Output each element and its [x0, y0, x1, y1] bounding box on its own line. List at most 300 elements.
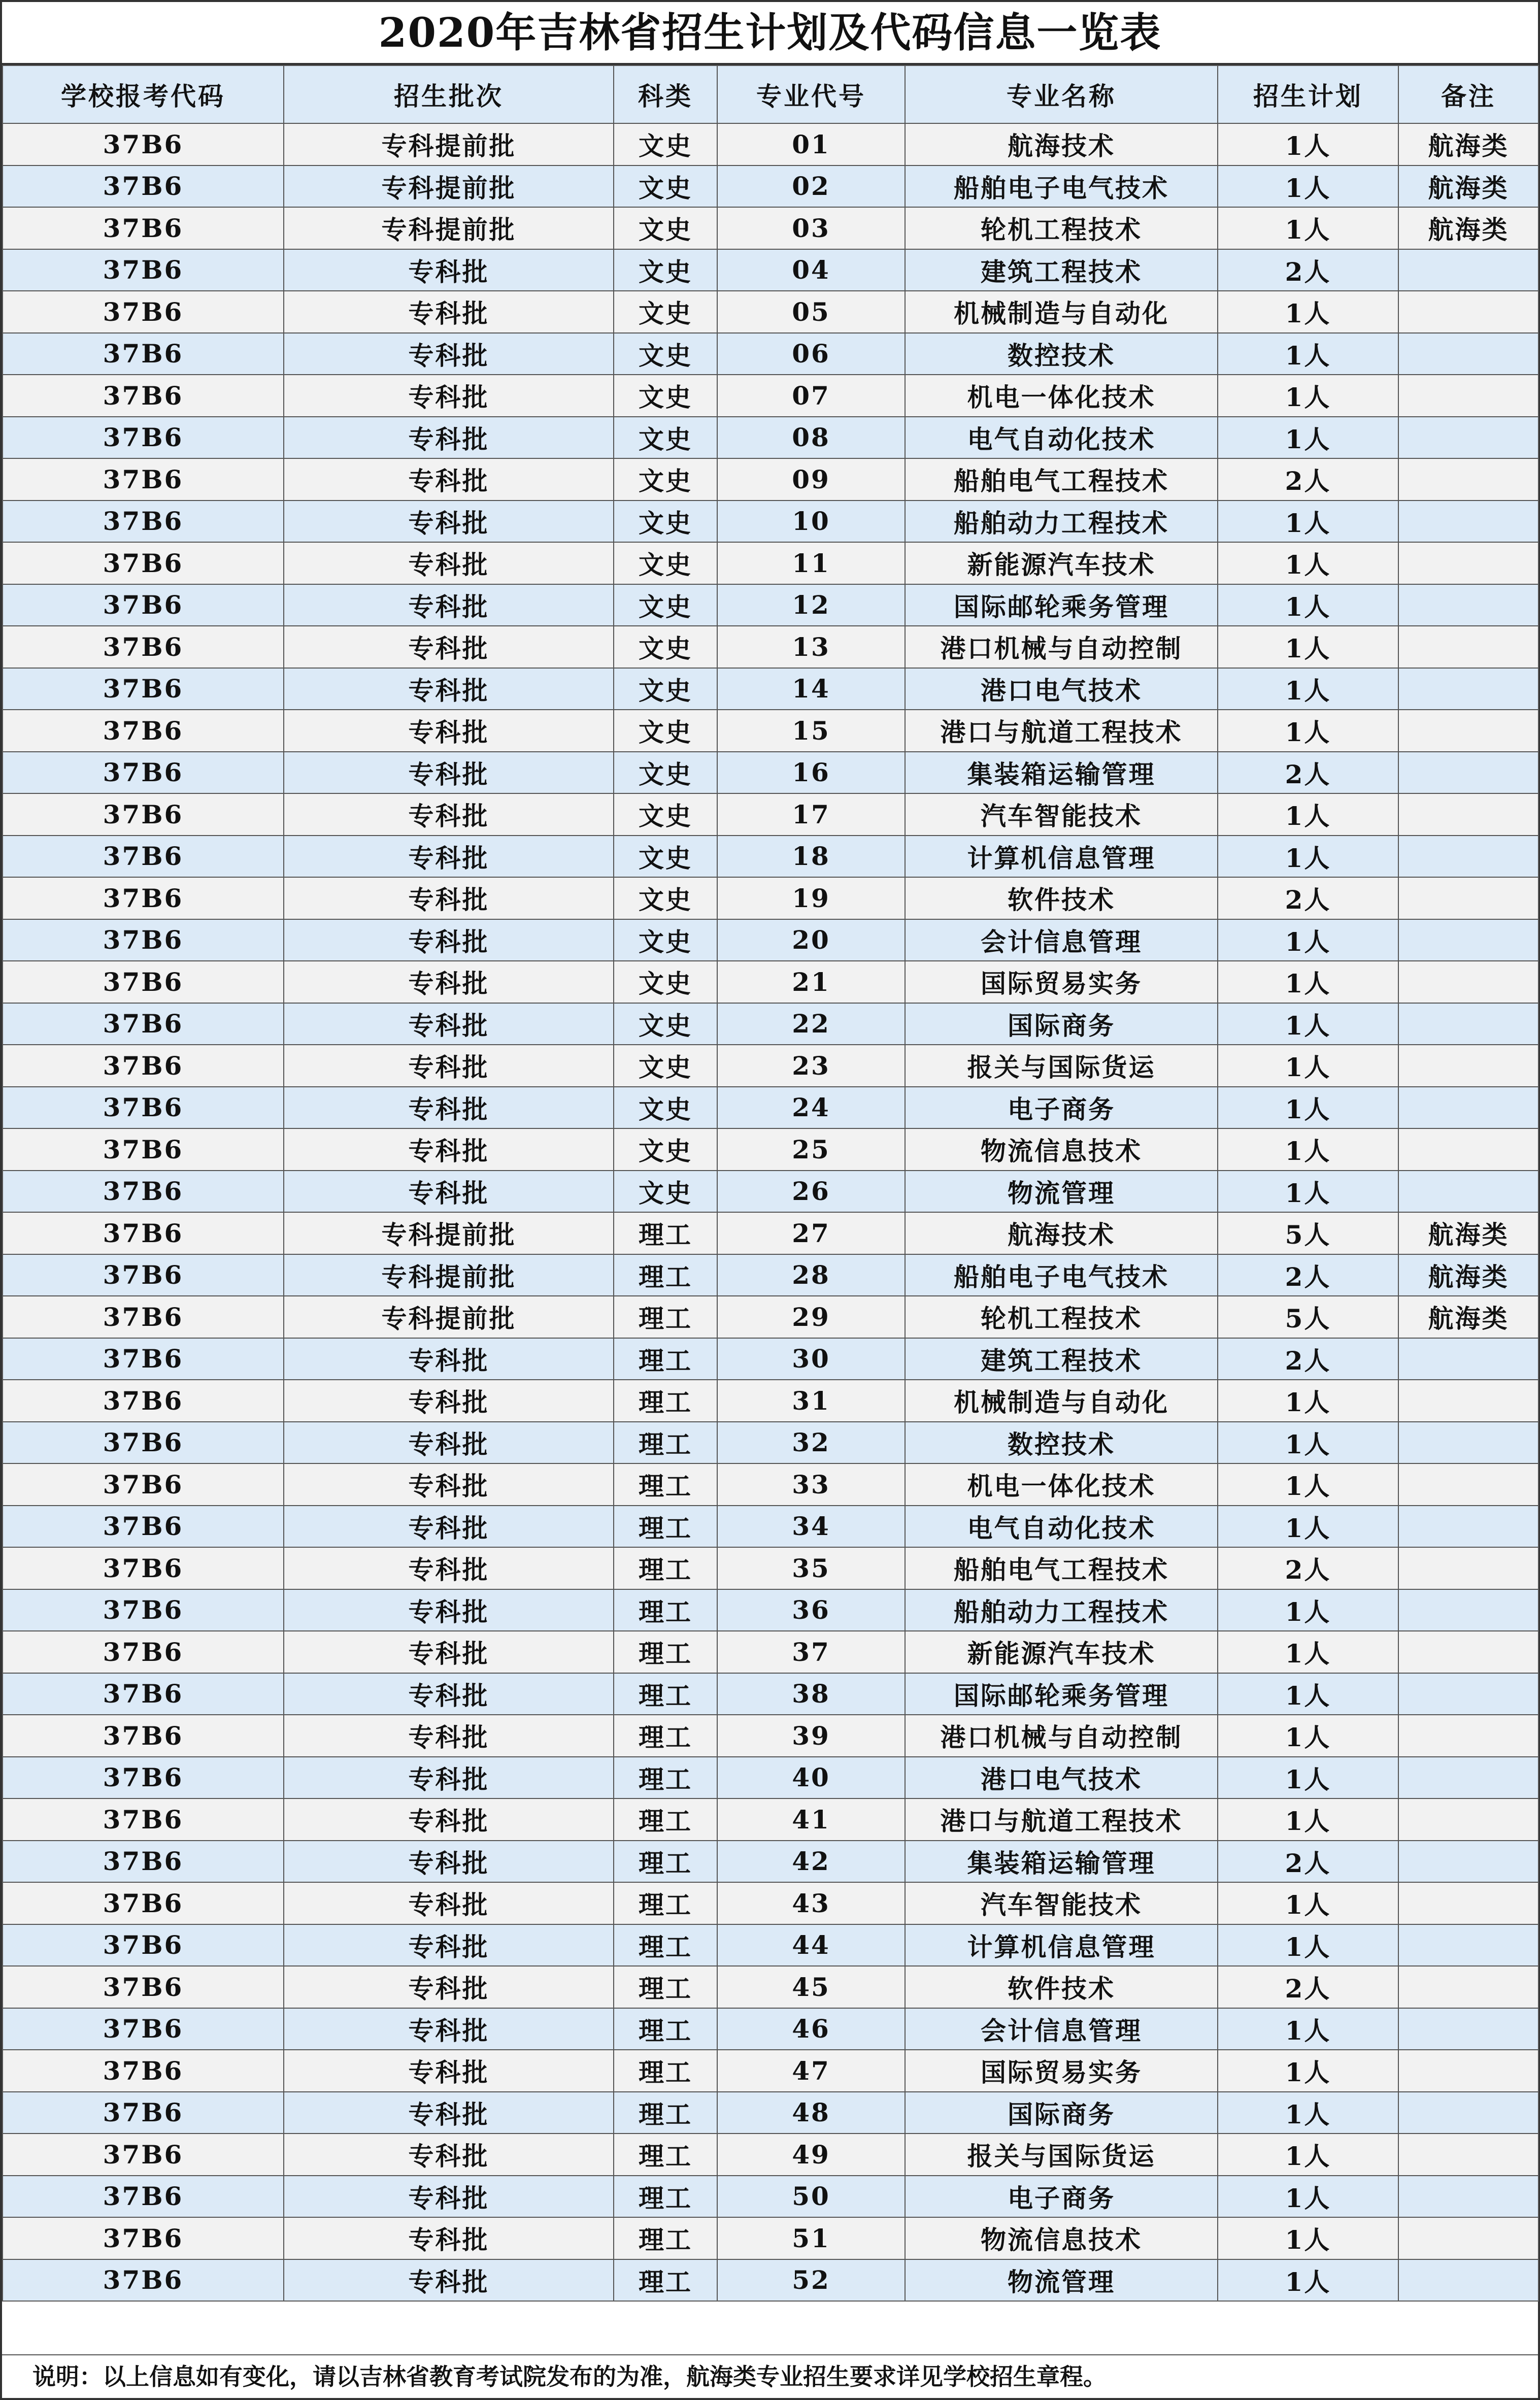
category-cell: 理工 — [614, 1463, 717, 1506]
plan-cell: 1人 — [1218, 291, 1398, 333]
table-row — [3, 2134, 1538, 2176]
category-cell: 文史 — [614, 291, 717, 333]
school-code-cell: 37B6 — [3, 249, 284, 291]
remark-cell — [1398, 2092, 1538, 2134]
major-name-cell: 轮机工程技术 — [905, 207, 1218, 249]
remark-cell — [1398, 2008, 1538, 2050]
school-code-cell: 37B6 — [3, 458, 284, 501]
major-name-cell: 计算机信息管理 — [905, 1924, 1218, 1966]
school-code-cell: 37B6 — [3, 1506, 284, 1548]
batch-cell: 专科批 — [284, 584, 614, 626]
plan-cell: 1人 — [1218, 417, 1398, 459]
table-row — [3, 123, 1538, 165]
major-name-cell: 航海技术 — [905, 123, 1218, 165]
plan-cell: 1人 — [1218, 2259, 1398, 2302]
school-code-cell: 37B6 — [3, 836, 284, 878]
school-code-cell: 37B6 — [3, 1128, 284, 1171]
table-row — [3, 1631, 1538, 1673]
category-cell: 文史 — [614, 836, 717, 878]
category-cell: 理工 — [614, 1589, 717, 1631]
category-cell: 理工 — [614, 2217, 717, 2259]
school-code-cell: 37B6 — [3, 1380, 284, 1422]
table-row — [3, 1673, 1538, 1715]
school-code-cell: 37B6 — [3, 1087, 284, 1129]
school-code-cell: 37B6 — [3, 1547, 284, 1589]
major-code-cell: 37 — [717, 1631, 905, 1673]
batch-cell: 专科批 — [284, 1798, 614, 1841]
major-code-cell: 51 — [717, 2217, 905, 2259]
plan-cell: 1人 — [1218, 123, 1398, 165]
plan-cell: 1人 — [1218, 1715, 1398, 1757]
plan-cell: 1人 — [1218, 1171, 1398, 1213]
major-name-cell: 港口电气技术 — [905, 1757, 1218, 1799]
school-code-cell: 37B6 — [3, 1171, 284, 1213]
plan-cell: 2人 — [1218, 1966, 1398, 2008]
school-code-cell: 37B6 — [3, 2259, 284, 2302]
major-name-cell: 建筑工程技术 — [905, 1338, 1218, 1380]
category-cell: 理工 — [614, 2008, 717, 2050]
batch-cell: 专科批 — [284, 501, 614, 543]
category-cell: 理工 — [614, 1547, 717, 1589]
major-name-cell: 船舶动力工程技术 — [905, 1589, 1218, 1631]
plan-cell: 1人 — [1218, 2050, 1398, 2092]
major-name-cell: 国际商务 — [905, 1003, 1218, 1045]
major-name-cell: 计算机信息管理 — [905, 836, 1218, 878]
major-name-cell: 港口机械与自动控制 — [905, 626, 1218, 668]
remark-cell — [1398, 836, 1538, 878]
batch-cell: 专科批 — [284, 836, 614, 878]
plan-cell: 1人 — [1218, 836, 1398, 878]
category-cell: 理工 — [614, 1380, 717, 1422]
plan-cell: 2人 — [1218, 877, 1398, 919]
category-cell: 理工 — [614, 1631, 717, 1673]
major-code-cell: 40 — [717, 1757, 905, 1799]
major-code-cell: 44 — [717, 1924, 905, 1966]
batch-cell: 专科批 — [284, 1631, 614, 1673]
category-cell: 文史 — [614, 458, 717, 501]
school-code-cell: 37B6 — [3, 1882, 284, 1924]
plan-cell: 2人 — [1218, 249, 1398, 291]
table-row — [3, 668, 1538, 710]
school-code-cell: 37B6 — [3, 1966, 284, 2008]
school-code-cell: 37B6 — [3, 291, 284, 333]
remark-cell — [1398, 1673, 1538, 1715]
remark-cell — [1398, 1589, 1538, 1631]
remark-cell — [1398, 2050, 1538, 2092]
category-cell: 理工 — [614, 1882, 717, 1924]
school-code-cell: 37B6 — [3, 2008, 284, 2050]
remark-cell — [1398, 1422, 1538, 1464]
major-code-cell: 06 — [717, 333, 905, 375]
major-code-cell: 13 — [717, 626, 905, 668]
table-row — [3, 1589, 1538, 1631]
category-cell: 文史 — [614, 542, 717, 584]
major-code-cell: 46 — [717, 2008, 905, 2050]
batch-cell: 专科提前批 — [284, 1212, 614, 1254]
plan-cell: 5人 — [1218, 1296, 1398, 1338]
school-code-cell: 37B6 — [3, 1338, 284, 1380]
major-code-cell: 11 — [717, 542, 905, 584]
table-row — [3, 1841, 1538, 1883]
school-code-cell: 37B6 — [3, 1589, 284, 1631]
major-name-cell: 物流管理 — [905, 2259, 1218, 2302]
remark-cell — [1398, 1087, 1538, 1129]
batch-cell: 专科批 — [284, 2134, 614, 2176]
table-row — [3, 793, 1538, 836]
plan-cell: 1人 — [1218, 961, 1398, 1003]
category-cell: 文史 — [614, 668, 717, 710]
major-code-cell: 28 — [717, 1254, 905, 1296]
batch-cell: 专科批 — [284, 2008, 614, 2050]
major-code-cell: 07 — [717, 375, 905, 417]
category-cell: 文史 — [614, 877, 717, 919]
remark-cell — [1398, 1798, 1538, 1841]
admission-plan-table — [2, 65, 1539, 2302]
batch-cell: 专科批 — [284, 1463, 614, 1506]
plan-cell: 1人 — [1218, 1631, 1398, 1673]
batch-cell: 专科提前批 — [284, 165, 614, 208]
remark-cell — [1398, 249, 1538, 291]
major-name-cell: 物流信息技术 — [905, 2217, 1218, 2259]
table-row — [3, 1547, 1538, 1589]
major-code-cell: 52 — [717, 2259, 905, 2302]
major-code-cell: 12 — [717, 584, 905, 626]
batch-cell: 专科批 — [284, 1422, 614, 1464]
major-name-cell: 汽车智能技术 — [905, 793, 1218, 836]
plan-cell: 1人 — [1218, 1087, 1398, 1129]
table-row — [3, 1715, 1538, 1757]
major-name-cell: 电子商务 — [905, 1087, 1218, 1129]
category-cell: 理工 — [614, 1506, 717, 1548]
remark-cell — [1398, 291, 1538, 333]
page-title: 2020年吉林省招生计划及代码信息一览表 — [2, 2, 1538, 65]
remark-cell — [1398, 1547, 1538, 1589]
batch-cell: 专科批 — [284, 626, 614, 668]
category-cell: 文史 — [614, 165, 717, 208]
plan-cell: 1人 — [1218, 333, 1398, 375]
table-row — [3, 1171, 1538, 1213]
school-code-cell: 37B6 — [3, 1003, 284, 1045]
table-row — [3, 1128, 1538, 1171]
plan-cell: 1人 — [1218, 1128, 1398, 1171]
category-cell: 文史 — [614, 919, 717, 961]
major-name-cell: 汽车智能技术 — [905, 1882, 1218, 1924]
school-code-cell: 37B6 — [3, 710, 284, 752]
column-header-category: 科类 — [614, 65, 717, 123]
table-row — [3, 1045, 1538, 1087]
category-cell: 理工 — [614, 1924, 717, 1966]
remark-cell — [1398, 626, 1538, 668]
major-name-cell: 港口机械与自动控制 — [905, 1715, 1218, 1757]
category-cell: 文史 — [614, 417, 717, 459]
batch-cell: 专科批 — [284, 291, 614, 333]
category-cell: 文史 — [614, 584, 717, 626]
table-header — [3, 65, 1538, 123]
school-code-cell: 37B6 — [3, 1715, 284, 1757]
plan-cell: 1人 — [1218, 710, 1398, 752]
school-code-cell: 37B6 — [3, 1757, 284, 1799]
table-row — [3, 836, 1538, 878]
table-row — [3, 1087, 1538, 1129]
batch-cell: 专科批 — [284, 333, 614, 375]
major-code-cell: 14 — [717, 668, 905, 710]
plan-cell: 2人 — [1218, 752, 1398, 794]
batch-cell: 专科批 — [284, 2259, 614, 2302]
batch-cell: 专科提前批 — [284, 1254, 614, 1296]
major-name-cell: 国际商务 — [905, 2092, 1218, 2134]
batch-cell: 专科批 — [284, 542, 614, 584]
major-name-cell: 电气自动化技术 — [905, 1506, 1218, 1548]
major-name-cell: 船舶动力工程技术 — [905, 501, 1218, 543]
table-row — [3, 1212, 1538, 1254]
remark-cell — [1398, 2176, 1538, 2218]
school-code-cell: 37B6 — [3, 752, 284, 794]
table-row — [3, 501, 1538, 543]
table-row — [3, 2092, 1538, 2134]
remark-cell — [1398, 1882, 1538, 1924]
major-code-cell: 03 — [717, 207, 905, 249]
plan-cell: 1人 — [1218, 2217, 1398, 2259]
batch-cell: 专科批 — [284, 1338, 614, 1380]
major-code-cell: 18 — [717, 836, 905, 878]
batch-cell: 专科批 — [284, 1380, 614, 1422]
major-name-cell: 集装箱运输管理 — [905, 752, 1218, 794]
school-code-cell: 37B6 — [3, 1045, 284, 1087]
table-row — [3, 752, 1538, 794]
category-cell: 文史 — [614, 123, 717, 165]
batch-cell: 专科批 — [284, 1045, 614, 1087]
remark-cell — [1398, 1128, 1538, 1171]
plan-cell: 1人 — [1218, 584, 1398, 626]
plan-cell: 1人 — [1218, 1380, 1398, 1422]
category-cell: 文史 — [614, 501, 717, 543]
table-row — [3, 1924, 1538, 1966]
batch-cell: 专科批 — [284, 1966, 614, 2008]
school-code-cell: 37B6 — [3, 2050, 284, 2092]
major-code-cell: 24 — [717, 1087, 905, 1129]
category-cell: 理工 — [614, 1338, 717, 1380]
table-row — [3, 1296, 1538, 1338]
school-code-cell: 37B6 — [3, 584, 284, 626]
plan-cell: 1人 — [1218, 542, 1398, 584]
major-code-cell: 19 — [717, 877, 905, 919]
school-code-cell: 37B6 — [3, 542, 284, 584]
school-code-cell: 37B6 — [3, 1924, 284, 1966]
major-code-cell: 29 — [717, 1296, 905, 1338]
column-header-major-code: 专业代号 — [717, 65, 905, 123]
major-code-cell: 48 — [717, 2092, 905, 2134]
remark-cell — [1398, 542, 1538, 584]
batch-cell: 专科批 — [284, 1841, 614, 1883]
major-name-cell: 港口电气技术 — [905, 668, 1218, 710]
batch-cell: 专科批 — [284, 1128, 614, 1171]
major-name-cell: 国际邮轮乘务管理 — [905, 584, 1218, 626]
category-cell: 理工 — [614, 2134, 717, 2176]
remark-cell — [1398, 710, 1538, 752]
major-code-cell: 09 — [717, 458, 905, 501]
remark-cell — [1398, 501, 1538, 543]
major-name-cell: 电子商务 — [905, 2176, 1218, 2218]
table-row — [3, 2259, 1538, 2302]
table-row — [3, 2217, 1538, 2259]
table-row — [3, 2176, 1538, 2218]
remark-cell — [1398, 1171, 1538, 1213]
category-cell: 文史 — [614, 1171, 717, 1213]
major-name-cell: 物流管理 — [905, 1171, 1218, 1213]
school-code-cell: 37B6 — [3, 877, 284, 919]
table-row — [3, 1254, 1538, 1296]
remark-cell — [1398, 458, 1538, 501]
batch-cell: 专科批 — [284, 1924, 614, 1966]
table-row — [3, 207, 1538, 249]
batch-cell: 专科批 — [284, 1715, 614, 1757]
column-header-plan: 招生计划 — [1218, 65, 1398, 123]
plan-cell: 1人 — [1218, 501, 1398, 543]
table-row — [3, 961, 1538, 1003]
batch-cell: 专科批 — [284, 2092, 614, 2134]
major-code-cell: 43 — [717, 1882, 905, 1924]
school-code-cell: 37B6 — [3, 1673, 284, 1715]
table-row — [3, 2050, 1538, 2092]
remark-cell — [1398, 1463, 1538, 1506]
plan-cell: 5人 — [1218, 1212, 1398, 1254]
table-row — [3, 710, 1538, 752]
table-row — [3, 1882, 1538, 1924]
major-code-cell: 22 — [717, 1003, 905, 1045]
batch-cell: 专科批 — [284, 793, 614, 836]
plan-cell: 1人 — [1218, 1589, 1398, 1631]
plan-cell: 1人 — [1218, 165, 1398, 208]
batch-cell: 专科批 — [284, 1547, 614, 1589]
plan-cell: 2人 — [1218, 1547, 1398, 1589]
major-code-cell: 31 — [717, 1380, 905, 1422]
remark-cell — [1398, 1045, 1538, 1087]
footnote: 说明：以上信息如有变化，请以吉林省教育考试院发布的为准，航海类专业招生要求详见学校招生章程。 — [2, 2354, 1538, 2398]
major-code-cell: 45 — [717, 1966, 905, 2008]
batch-cell: 专科批 — [284, 710, 614, 752]
column-header-batch: 招生批次 — [284, 65, 614, 123]
major-code-cell: 21 — [717, 961, 905, 1003]
remark-cell: 航海类 — [1398, 1296, 1538, 1338]
major-name-cell: 港口与航道工程技术 — [905, 1798, 1218, 1841]
major-name-cell: 机电一体化技术 — [905, 375, 1218, 417]
category-cell: 理工 — [614, 1296, 717, 1338]
major-name-cell: 船舶电气工程技术 — [905, 458, 1218, 501]
school-code-cell: 37B6 — [3, 961, 284, 1003]
category-cell: 理工 — [614, 1966, 717, 2008]
table-row — [3, 249, 1538, 291]
major-name-cell: 机械制造与自动化 — [905, 291, 1218, 333]
remark-cell: 航海类 — [1398, 207, 1538, 249]
major-name-cell: 国际贸易实务 — [905, 961, 1218, 1003]
batch-cell: 专科批 — [284, 1673, 614, 1715]
category-cell: 理工 — [614, 1715, 717, 1757]
table-row — [3, 1798, 1538, 1841]
plan-cell: 1人 — [1218, 2092, 1398, 2134]
school-code-cell: 37B6 — [3, 1841, 284, 1883]
major-name-cell: 集装箱运输管理 — [905, 1841, 1218, 1883]
remark-cell — [1398, 961, 1538, 1003]
major-code-cell: 16 — [717, 752, 905, 794]
category-cell: 文史 — [614, 1003, 717, 1045]
school-code-cell: 37B6 — [3, 1296, 284, 1338]
table-row — [3, 1338, 1538, 1380]
category-cell: 理工 — [614, 2092, 717, 2134]
category-cell: 理工 — [614, 1673, 717, 1715]
table-row — [3, 919, 1538, 961]
remark-cell — [1398, 1506, 1538, 1548]
batch-cell: 专科批 — [284, 249, 614, 291]
category-cell: 文史 — [614, 752, 717, 794]
column-header-major-name: 专业名称 — [905, 65, 1218, 123]
major-code-cell: 23 — [717, 1045, 905, 1087]
batch-cell: 专科批 — [284, 1003, 614, 1045]
category-cell: 文史 — [614, 207, 717, 249]
column-header-school-code: 学校报考代码 — [3, 65, 284, 123]
remark-cell — [1398, 1757, 1538, 1799]
major-code-cell: 20 — [717, 919, 905, 961]
school-code-cell: 37B6 — [3, 375, 284, 417]
remark-cell — [1398, 1841, 1538, 1883]
major-name-cell: 会计信息管理 — [905, 919, 1218, 961]
plan-cell: 2人 — [1218, 1254, 1398, 1296]
table-row — [3, 542, 1538, 584]
header-row — [3, 65, 1538, 123]
category-cell: 文史 — [614, 1087, 717, 1129]
category-cell: 理工 — [614, 1798, 717, 1841]
table-row — [3, 458, 1538, 501]
batch-cell: 专科批 — [284, 2176, 614, 2218]
category-cell: 理工 — [614, 1254, 717, 1296]
major-name-cell: 船舶电子电气技术 — [905, 1254, 1218, 1296]
major-code-cell: 17 — [717, 793, 905, 836]
table-row — [3, 333, 1538, 375]
major-name-cell: 软件技术 — [905, 877, 1218, 919]
table-row — [3, 1380, 1538, 1422]
plan-cell: 1人 — [1218, 2176, 1398, 2218]
school-code-cell: 37B6 — [3, 1798, 284, 1841]
major-code-cell: 27 — [717, 1212, 905, 1254]
school-code-cell: 37B6 — [3, 207, 284, 249]
school-code-cell: 37B6 — [3, 333, 284, 375]
batch-cell: 专科批 — [284, 458, 614, 501]
category-cell: 文史 — [614, 249, 717, 291]
table-row — [3, 1966, 1538, 2008]
school-code-cell: 37B6 — [3, 2134, 284, 2176]
category-cell: 理工 — [614, 2176, 717, 2218]
table-row — [3, 291, 1538, 333]
plan-cell: 1人 — [1218, 1045, 1398, 1087]
major-name-cell: 机械制造与自动化 — [905, 1380, 1218, 1422]
remark-cell — [1398, 2259, 1538, 2302]
major-code-cell: 50 — [717, 2176, 905, 2218]
major-name-cell: 国际贸易实务 — [905, 2050, 1218, 2092]
remark-cell — [1398, 1338, 1538, 1380]
batch-cell: 专科批 — [284, 1506, 614, 1548]
category-cell: 理工 — [614, 1212, 717, 1254]
remark-cell — [1398, 333, 1538, 375]
batch-cell: 专科批 — [284, 417, 614, 459]
major-code-cell: 02 — [717, 165, 905, 208]
remark-cell — [1398, 877, 1538, 919]
major-name-cell: 新能源汽车技术 — [905, 542, 1218, 584]
batch-cell: 专科批 — [284, 919, 614, 961]
school-code-cell: 37B6 — [3, 1212, 284, 1254]
major-name-cell: 数控技术 — [905, 333, 1218, 375]
remark-cell — [1398, 375, 1538, 417]
batch-cell: 专科批 — [284, 375, 614, 417]
table-row — [3, 626, 1538, 668]
